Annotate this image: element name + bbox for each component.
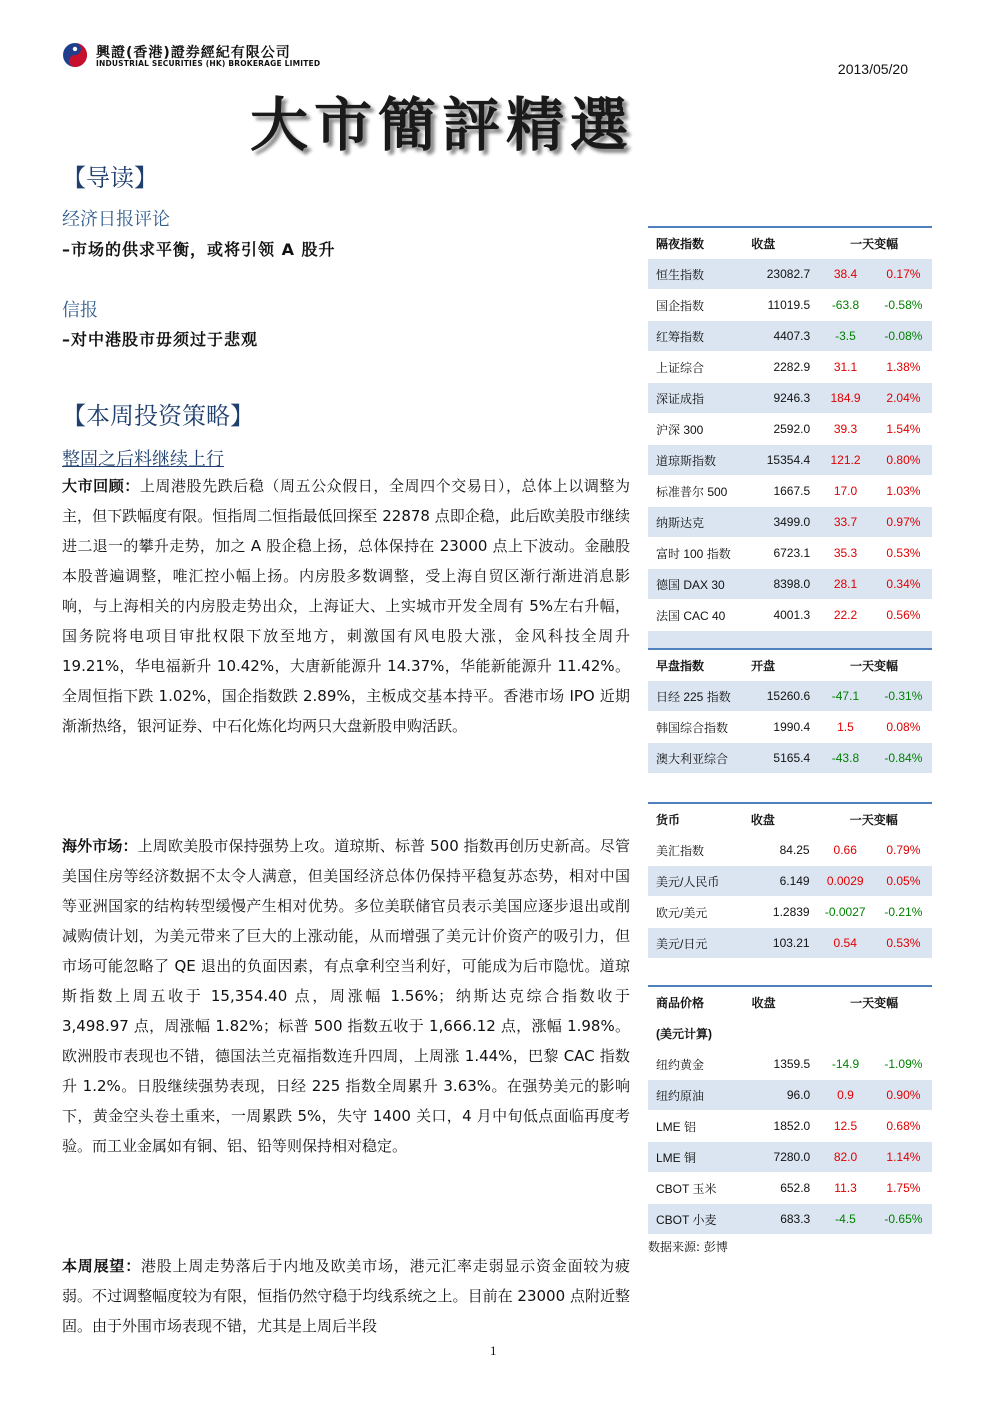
row-name: 沪深 300 [648,414,743,445]
row-name: LME 铝 [648,1111,744,1142]
row-name: LME 铜 [648,1142,744,1173]
table-subheader: (美元计算) [648,1018,932,1049]
row-change: -0.0027 [816,897,875,928]
overseas-market-paragraph [62,831,630,1161]
row-change-pct: 2.04% [875,383,932,414]
table-row [648,383,932,414]
table-row [648,866,932,897]
guide-item2-source: 信报 [62,300,98,321]
table-header-cell: 早盘指数 [648,649,743,681]
table-row [648,1173,932,1204]
table-header-cell: 隔夜指数 [648,227,743,259]
row-name: 国企指数 [648,290,743,321]
row-change-pct: 0.79% [875,835,932,866]
market-review-paragraph [62,471,630,741]
row-close: 2282.9 [743,352,816,383]
table-row [648,681,932,712]
table-row [648,569,932,600]
row-close: 7280.0 [744,1142,817,1173]
row-change-pct: 1.14% [875,1142,932,1173]
table-row [648,897,932,928]
row-change: 17.0 [816,476,875,507]
table-row [648,321,932,352]
row-change: 31.1 [816,352,875,383]
row-close: 6723.1 [743,538,816,569]
row-change-pct: 0.90% [875,1080,932,1111]
overseas-market-label: 海外市场： [62,837,138,855]
table-header-cell: 收盘 [744,986,817,1018]
table-header-row [648,803,932,835]
row-name: CBOT 小麦 [648,1204,744,1235]
row-change-pct: 1.03% [875,476,932,507]
row-change-pct: 1.38% [875,352,932,383]
row-close: 3499.0 [743,507,816,538]
table-row [648,259,932,290]
row-name: 富时 100 指数 [648,538,743,569]
table-row [648,476,932,507]
table-row [648,352,932,383]
table-header-cell: 货币 [648,803,743,835]
row-change-pct: 0.34% [875,569,932,600]
row-close: 5165.4 [743,743,816,774]
row-change: -14.9 [816,1049,875,1080]
row-name: 美元/人民币 [648,866,743,897]
row-change: -4.5 [816,1204,875,1235]
row-name: 上证综合 [648,352,743,383]
row-name: 恒生指数 [648,259,743,290]
company-logo [62,40,362,74]
row-change: -63.8 [816,290,875,321]
guide-item1-title[interactable]: –市场的供求平衡，或将引领 A 股升 [62,240,336,259]
table-row [648,445,932,476]
row-close: 23082.7 [743,259,816,290]
row-change-pct: 0.05% [875,866,932,897]
table-header-cell: 收盘 [743,227,816,259]
row-change-pct: 1.75% [875,1173,932,1204]
table-header-cell: 开盘 [743,649,816,681]
report-date: 2013/05/20 [837,61,908,77]
row-close: 4001.3 [743,600,816,631]
market-review-label: 大市回顾： [62,477,140,495]
row-name: 纽约原油 [648,1080,744,1111]
table-row [648,928,932,959]
strategy-heading: 【本周投资策略】 [62,402,254,430]
currency-table [648,802,932,959]
row-close: 1667.5 [743,476,816,507]
row-name: 深证成指 [648,383,743,414]
row-close: 6.149 [743,866,816,897]
table-row [648,290,932,321]
row-name: 德国 DAX 30 [648,569,743,600]
row-change: 35.3 [816,538,875,569]
row-close: 11019.5 [743,290,816,321]
overseas-market-text: 上周欧美股市保持强势上攻。道琼斯、标普 500 指数再创历史新高。尽管美国住房等经济数据不太令人满意，但美国经济总体仍保持平稳复苏态势，相对中国等亚洲国家的结构转型缓慢产生相对优势。多位美联储官员表示美国应逐步退出或削减购债计划，为美元带来了巨大的上涨动能，从而增强了美元计价资产的吸引力，但市场可能忽略了 QE 退出的负面因素，有点拿利空当利好，可能成为后市隐忧。道琼斯指数上周五收于 15,354.40 点，周涨幅 1.56%；纳斯达克综合指数收于 3,498.97 点，周涨幅 1.82%；标普 500 指数五收于 1,666.12 点，涨幅 1.98%。欧洲股市表现也不错，德国法兰克福指数连升四周，上周涨 1.44%，巴黎 CAC 指数升 1.2%。日股继续强势表现，日经 225 指数全周累升 3.63%。在强势美元的影响下，黄金空头卷土重来，一周累跌 5%，失守 1400 关口，4 月中旬低点面临再度考验。而工业金属如有铜、铝、铅等则保持相对稳定。 [62,837,630,1155]
row-close: 683.3 [744,1204,817,1235]
table-row [648,1142,932,1173]
row-change-pct: -0.31% [875,681,932,712]
table-row [648,1204,932,1235]
row-change-pct: 0.53% [875,928,932,959]
row-change-pct: 0.80% [875,445,932,476]
row-change-pct: -0.65% [875,1204,932,1235]
page-number: 1 [490,1343,497,1358]
row-close: 1359.5 [744,1049,817,1080]
guide-item1-source: 经济日报评论 [62,209,170,230]
table-header-row [648,227,932,259]
table-row [648,538,932,569]
row-change: -3.5 [816,321,875,352]
row-change: 82.0 [816,1142,875,1173]
row-close: 8398.0 [743,569,816,600]
row-change: 11.3 [816,1173,875,1204]
row-change: 121.2 [816,445,875,476]
logo-mark-icon [62,42,88,68]
table-row [648,414,932,445]
row-change-pct: -0.08% [875,321,932,352]
row-change: 33.7 [816,507,875,538]
row-change-pct: 0.97% [875,507,932,538]
row-name: 标准普尔 500 [648,476,743,507]
outlook-label: 本周展望： [62,1257,141,1275]
outlook-paragraph [62,1251,630,1341]
company-name-cn: 興證(香港)證券經紀有限公司 [96,45,291,61]
row-name: 美汇指数 [648,835,743,866]
row-change: 1.5 [816,712,875,743]
row-change: -43.8 [816,743,875,774]
row-close: 1990.4 [743,712,816,743]
row-close: 15260.6 [743,681,816,712]
company-name-en: INDUSTRIAL SECURITIES (HK) BROKERAGE LIMITED [96,59,321,68]
row-name: 法国 CAC 40 [648,600,743,631]
row-change: 0.0029 [816,866,875,897]
market-review-text: 上周港股先跌后稳（周五公众假日，全周四个交易日），总体上以调整为主，但下跌幅度有限。恒指周二恒指最低回探至 22878 点即企稳，此后欧美股市继续进二退一的攀升走势，加之 A 股企稳上扬，总体保持在 23000 点上下波动。金融股本股普遍调整，唯汇控小幅上扬。内房股多数调整，受上海自贸区渐行渐进消息影响，与上海相关的内房股走势出众，上海证大、上实城市开发全周有 5%左右升幅，国务院将电项目审批权限下放至地方，刺激国有风电股大涨，金风科技全周升 19.21%，华电福新升 10.42%，大唐新能源升 14.37%，华能新能源升 11.42%。全周恒指下跌 1.02%，国企指数跌 2.89%，主板成交基本持平。香港市场 IPO 近期渐渐热络，银河证券、中石化炼化均两只大盘新股申购活跃。 [62,477,630,735]
row-name: 红筹指数 [648,321,743,352]
outlook-text: 港股上周走势落后于内地及欧美市场，港元汇率走弱显示资金面较为疲弱。不过调整幅度较为有限，恒指仍然守稳于均线系统之上。目前在 23000 点附近整固。由于外围市场表现不错，尤其是上周后半段 [62,1257,630,1335]
data-source-note: 数据来源: 彭博 [648,1240,728,1254]
table-header-row [648,986,932,1018]
row-change: 184.9 [816,383,875,414]
table-header-cell: 一天变幅 [816,227,932,259]
row-name: 欧元/美元 [648,897,743,928]
table-row [648,835,932,866]
commodity-table [648,985,932,1235]
row-name: 美元/日元 [648,928,743,959]
row-change-pct: 0.53% [875,538,932,569]
row-close: 4407.3 [743,321,816,352]
row-name: 纽约黄金 [648,1049,744,1080]
row-change-pct: 0.08% [875,712,932,743]
row-change: 28.1 [816,569,875,600]
table-header-cell: 收盘 [743,803,816,835]
row-change-pct: 1.54% [875,414,932,445]
row-change: 22.2 [816,600,875,631]
table-row [648,743,932,774]
table-row [648,712,932,743]
table-row [648,507,932,538]
table-row [648,1049,932,1080]
row-change: 0.9 [816,1080,875,1111]
row-change: 12.5 [816,1111,875,1142]
row-change: 39.3 [816,414,875,445]
table-header-row [648,649,932,681]
row-change-pct: 0.17% [875,259,932,290]
overnight-index-table [648,226,932,662]
row-close: 15354.4 [743,445,816,476]
row-change-pct: -0.21% [875,897,932,928]
row-close: 1.2839 [743,897,816,928]
row-change: 0.66 [816,835,875,866]
strategy-subheading: 整固之后料继续上行 [62,449,224,470]
row-change: -47.1 [816,681,875,712]
row-close: 2592.0 [743,414,816,445]
table-header-cell: 商品价格 [648,986,744,1018]
row-close: 1852.0 [744,1111,817,1142]
table-header-cell: 一天变幅 [816,803,932,835]
row-close: 96.0 [744,1080,817,1111]
table-row [648,1080,932,1111]
table-header-cell: 一天变幅 [816,649,932,681]
row-change-pct: -0.84% [875,743,932,774]
row-close: 9246.3 [743,383,816,414]
row-close: 652.8 [744,1173,817,1204]
guide-heading: 【导读】 [62,164,158,192]
guide-item2-title[interactable]: –对中港股市毋须过于悲观 [62,330,259,349]
row-change-pct: -0.58% [875,290,932,321]
row-change-pct: 0.56% [875,600,932,631]
row-change-pct: -1.09% [875,1049,932,1080]
row-name: 澳大利亚综合 [648,743,743,774]
row-name: CBOT 玉米 [648,1173,744,1204]
row-close: 103.21 [743,928,816,959]
table-header-cell: 一天变幅 [816,986,932,1018]
row-name: 韩国综合指数 [648,712,743,743]
row-name: 纳斯达克 [648,507,743,538]
row-name: 道琼斯指数 [648,445,743,476]
row-change: 38.4 [816,259,875,290]
table-row [648,1111,932,1142]
row-close: 84.25 [743,835,816,866]
row-change: 0.54 [816,928,875,959]
page-title: 大市簡評精選 [250,91,635,159]
row-name: 日经 225 指数 [648,681,743,712]
row-change-pct: 0.68% [875,1111,932,1142]
table-row [648,600,932,631]
morning-index-table [648,648,932,774]
